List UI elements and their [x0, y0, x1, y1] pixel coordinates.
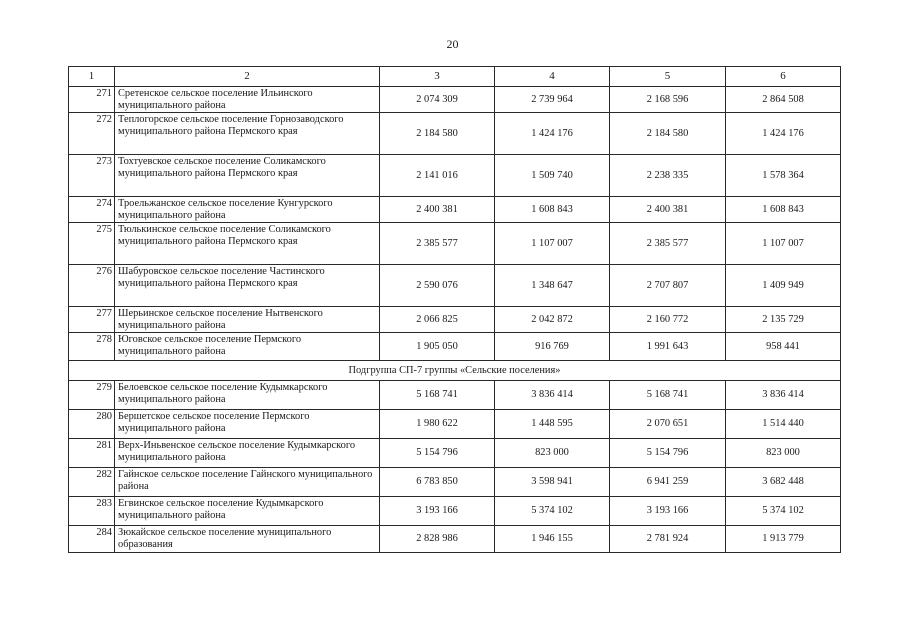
row-number: 283 [69, 497, 115, 526]
value-col-4: 916 769 [495, 333, 610, 361]
table-row [69, 307, 841, 333]
column-header: 6 [726, 67, 841, 87]
value-col-5: 5 168 741 [610, 381, 726, 410]
value-col-6: 2 135 729 [726, 307, 841, 333]
value-col-3: 2 141 016 [380, 155, 495, 197]
column-header: 4 [495, 67, 610, 87]
value-col-4: 1 608 843 [495, 197, 610, 223]
value-col-3: 1 980 622 [380, 410, 495, 439]
row-number: 284 [69, 526, 115, 553]
value-col-5: 2 400 381 [610, 197, 726, 223]
value-col-3: 2 184 580 [380, 113, 495, 155]
value-col-5: 2 385 577 [610, 223, 726, 265]
value-col-6: 3 682 448 [726, 468, 841, 497]
value-col-5: 2 184 580 [610, 113, 726, 155]
value-col-6: 1 578 364 [726, 155, 841, 197]
row-number: 277 [69, 307, 115, 333]
value-col-4: 5 374 102 [495, 497, 610, 526]
value-col-6: 1 913 779 [726, 526, 841, 553]
value-col-3: 2 400 381 [380, 197, 495, 223]
value-col-5: 1 991 643 [610, 333, 726, 361]
table-row [69, 381, 841, 410]
value-col-5: 2 238 335 [610, 155, 726, 197]
settlement-name: Сретенское сельское поселение Ильинского муниципального района [115, 87, 380, 113]
value-col-3: 3 193 166 [380, 497, 495, 526]
value-col-4: 3 836 414 [495, 381, 610, 410]
row-number: 281 [69, 439, 115, 468]
table-row [69, 197, 841, 223]
value-col-3: 2 074 309 [380, 87, 495, 113]
row-number: 272 [69, 113, 115, 155]
row-number: 275 [69, 223, 115, 265]
value-col-5: 2 160 772 [610, 307, 726, 333]
settlement-name: Тюлькинское сельское поселение Соликамского муниципального района Пермского края [115, 223, 380, 265]
value-col-5: 2 168 596 [610, 87, 726, 113]
row-number: 282 [69, 468, 115, 497]
settlement-name: Зюкайское сельское поселение муниципального образования [115, 526, 380, 553]
settlement-name: Теплогорское сельское поселение Горнозаводского муниципального района Пермского края [115, 113, 380, 155]
value-col-5: 2 707 807 [610, 265, 726, 307]
row-number: 279 [69, 381, 115, 410]
table-row [69, 333, 841, 361]
table-row [69, 526, 841, 553]
value-col-5: 3 193 166 [610, 497, 726, 526]
header-row [69, 67, 841, 87]
value-col-4: 1 348 647 [495, 265, 610, 307]
value-col-3: 6 783 850 [380, 468, 495, 497]
value-col-6: 1 409 949 [726, 265, 841, 307]
row-number: 276 [69, 265, 115, 307]
value-col-3: 2 590 076 [380, 265, 495, 307]
value-col-6: 1 107 007 [726, 223, 841, 265]
table-row [69, 223, 841, 265]
row-number: 278 [69, 333, 115, 361]
settlement-name: Тохтуевское сельское поселение Соликамского муниципального района Пермского края [115, 155, 380, 197]
value-col-4: 1 448 595 [495, 410, 610, 439]
value-col-4: 2 042 872 [495, 307, 610, 333]
value-col-6: 823 000 [726, 439, 841, 468]
value-col-6: 1 514 440 [726, 410, 841, 439]
value-col-5: 5 154 796 [610, 439, 726, 468]
settlement-name: Бершетское сельское поселение Пермского муниципального района [115, 410, 380, 439]
subgroup-row [69, 361, 841, 381]
page-number: 20 [446, 37, 459, 51]
column-header: 1 [69, 67, 115, 87]
value-col-3: 2 066 825 [380, 307, 495, 333]
settlement-name: Троельжанское сельское поселение Кунгурского муниципального района [115, 197, 380, 223]
value-col-3: 2 828 986 [380, 526, 495, 553]
column-header: 2 [115, 67, 380, 87]
value-col-6: 2 864 508 [726, 87, 841, 113]
table-row [69, 439, 841, 468]
value-col-6: 5 374 102 [726, 497, 841, 526]
value-col-4: 2 739 964 [495, 87, 610, 113]
value-col-4: 3 598 941 [495, 468, 610, 497]
value-col-5: 6 941 259 [610, 468, 726, 497]
table-row [69, 497, 841, 526]
settlement-name: Гайнское сельское поселение Гайнского муниципального района [115, 468, 380, 497]
row-number: 273 [69, 155, 115, 197]
column-header: 3 [380, 67, 495, 87]
row-number: 271 [69, 87, 115, 113]
value-col-3: 1 905 050 [380, 333, 495, 361]
value-col-6: 3 836 414 [726, 381, 841, 410]
value-col-4: 1 946 155 [495, 526, 610, 553]
settlement-name: Белоевское сельское поселение Кудымкарского муниципального района [115, 381, 380, 410]
value-col-6: 958 441 [726, 333, 841, 361]
table-row [69, 113, 841, 155]
table-row [69, 468, 841, 497]
value-col-4: 1 424 176 [495, 113, 610, 155]
settlement-name: Верх-Иньвенское сельское поселение Кудымкарского муниципального района [115, 439, 380, 468]
value-col-3: 5 154 796 [380, 439, 495, 468]
value-col-5: 2 070 651 [610, 410, 726, 439]
table-row [69, 155, 841, 197]
value-col-3: 2 385 577 [380, 223, 495, 265]
settlement-name: Егвинское сельское поселение Кудымкарского муниципального района [115, 497, 380, 526]
settlement-name: Шерьинское сельское поселение Нытвенского муниципального района [115, 307, 380, 333]
table-row [69, 410, 841, 439]
value-col-3: 5 168 741 [380, 381, 495, 410]
budget-table [68, 66, 841, 553]
value-col-4: 823 000 [495, 439, 610, 468]
settlement-name: Юговское сельское поселение Пермского муниципального района [115, 333, 380, 361]
value-col-6: 1 608 843 [726, 197, 841, 223]
row-number: 280 [69, 410, 115, 439]
value-col-4: 1 509 740 [495, 155, 610, 197]
row-number: 274 [69, 197, 115, 223]
settlement-name: Шабуровское сельское поселение Частинского муниципального района Пермского края [115, 265, 380, 307]
value-col-5: 2 781 924 [610, 526, 726, 553]
value-col-6: 1 424 176 [726, 113, 841, 155]
table-row [69, 265, 841, 307]
column-header: 5 [610, 67, 726, 87]
value-col-4: 1 107 007 [495, 223, 610, 265]
subgroup-title: Подгруппа СП-7 группы «Сельские поселения» [69, 361, 841, 381]
table-row [69, 87, 841, 113]
